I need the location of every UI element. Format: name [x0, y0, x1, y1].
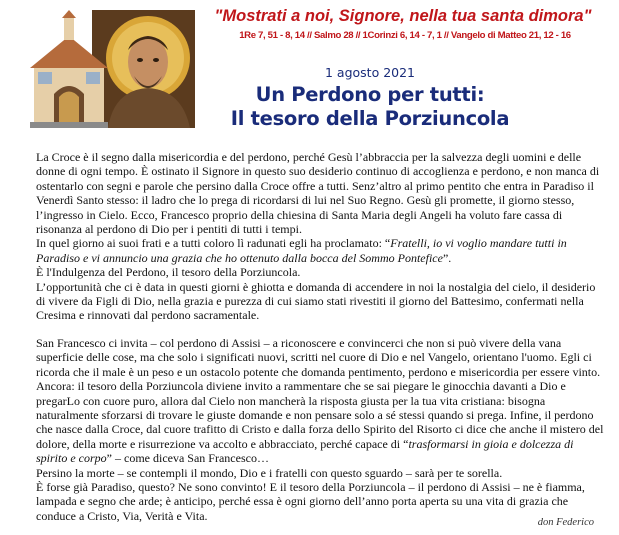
- paragraph: In quel giorno ai suoi frati e a tutti coloro lì radunati egli ha proclamato: “Fratelli, io vi voglio mandare tutti in Paradiso e vi annuncio una grazia che ho ottenuto dalla bocca del Sommo Pontefice”.: [36, 236, 567, 265]
- paragraph: È forse già Paradiso, questo? Ne sono convinto! E il tesoro della Porziuncola – il perdono di Assisi – ne è fiamma, lampada e segno che arde; è anticipo, perché essa è ogni giorno dell’anno porta aperta su una vita di grazia che conduce a Cristo, Via, Verità e Vita.: [36, 479, 585, 523]
- paragraph: Persino la morte – se contempli il mondo, Dio e i fratelli con questo sguardo – sarà per te sorella.: [36, 465, 503, 480]
- saint-francis-icon: [92, 10, 195, 128]
- header-illustration: [30, 10, 195, 128]
- paragraph: La Croce è il segno dalla misericordia e del perdono, perché Gesù l’abbraccia per la salvezza degli uomini e delle donne di ogni tempo. È ostinato il Signore in questo suo desiderio continuo di accoglienza e perdono, e non manca di ostentarlo con segni e parole che persino dalla Croce offre a tutti. Senz’altro al primo pentito che entra in Paradiso il Venerdì Santo stesso: il ladro che lo prega di ricordarsi di lui nel Suo Regno. Gesù gli promette, il giorno stesso, l’ingresso in Cielo. Ecco, Francesco proprio della chiesina di Santa Maria degli Angeli ha voluto fare cassa di risonanza al perdono di Dio per i pentiti di tutti i tempi.: [36, 150, 600, 237]
- header-motto: "Mostrati a noi, Signore, nella tua santa dimora": [214, 7, 592, 25]
- article-title: Un Perdono per tutti:: [255, 83, 485, 106]
- quote: Fratelli, io vi voglio mandare tutti in Paradiso e vi annuncio una grazia che ho ottenuto dalla bocca del Sommo Pontefice: [36, 236, 567, 265]
- article-date: 1 agosto 2021: [324, 65, 415, 80]
- article-body: [36, 150, 604, 523]
- paragraph: L’opportunità che ci è data in questi giorni è ghiotta e domanda di accendere in noi la nostalgia del cielo, il desiderio di vivere da Figli di Dio, nella grazia e purezza di cui siamo stati rivestiti il giorno del Battesimo, confermati nella Cresima e rinnovati dal perdono sacramentale.: [36, 279, 596, 323]
- signature: don Federico: [537, 517, 594, 528]
- article-subtitle: Il tesoro della Porziuncola: [230, 107, 510, 130]
- paragraph: San Francesco ci invita – col perdono di Assisi – a riconoscere e convincerci che non si può vivere della vana superficie delle cose, ma che solo i significati nuovi, scritti nel cuore di Dio e nel Vangelo, orientano l'uomo. Egli ci ricorda che il male è un peso e un ostacolo potente che domanda pentimento, perdono e misericordia per essere vinto. Ancora: il tesoro della Porziuncola diviene invito a rammentare che se sai piegare le ginocchia davanti a Dio e pregarLo con cuore puro, allora dal Cielo non mancherà la risposta giusta per la tua vita cristiana: bisogna naturalmente sforzarsi di trovare le giuste domande e non pensare solo a sé stessi quando si prega. Infine, il perdono che nasce dalla Croce, dal cuore trafitto di Cristo e dalla forza dello Spirito del Risorto ci dice che anche il mistero del dolore, della morte e risurrezione va accolto e abbracciato, perché capace di “trasformarsi in gioia e dolcezza di spirito e corpo” – come diceva San Francesco…: [36, 335, 604, 466]
- readings-references: 1Re 7, 51 - 8, 14 // Salmo 28 // 1Corinzi 6, 14 - 7, 1 // Vangelo di Matteo 21, 12 - 16: [239, 30, 571, 41]
- paragraph: È l'Indulgenza del Perdono, il tesoro della Porziuncola.: [36, 265, 301, 280]
- quote: trasformarsi in gioia e dolcezza di spirito e corpo: [36, 436, 574, 466]
